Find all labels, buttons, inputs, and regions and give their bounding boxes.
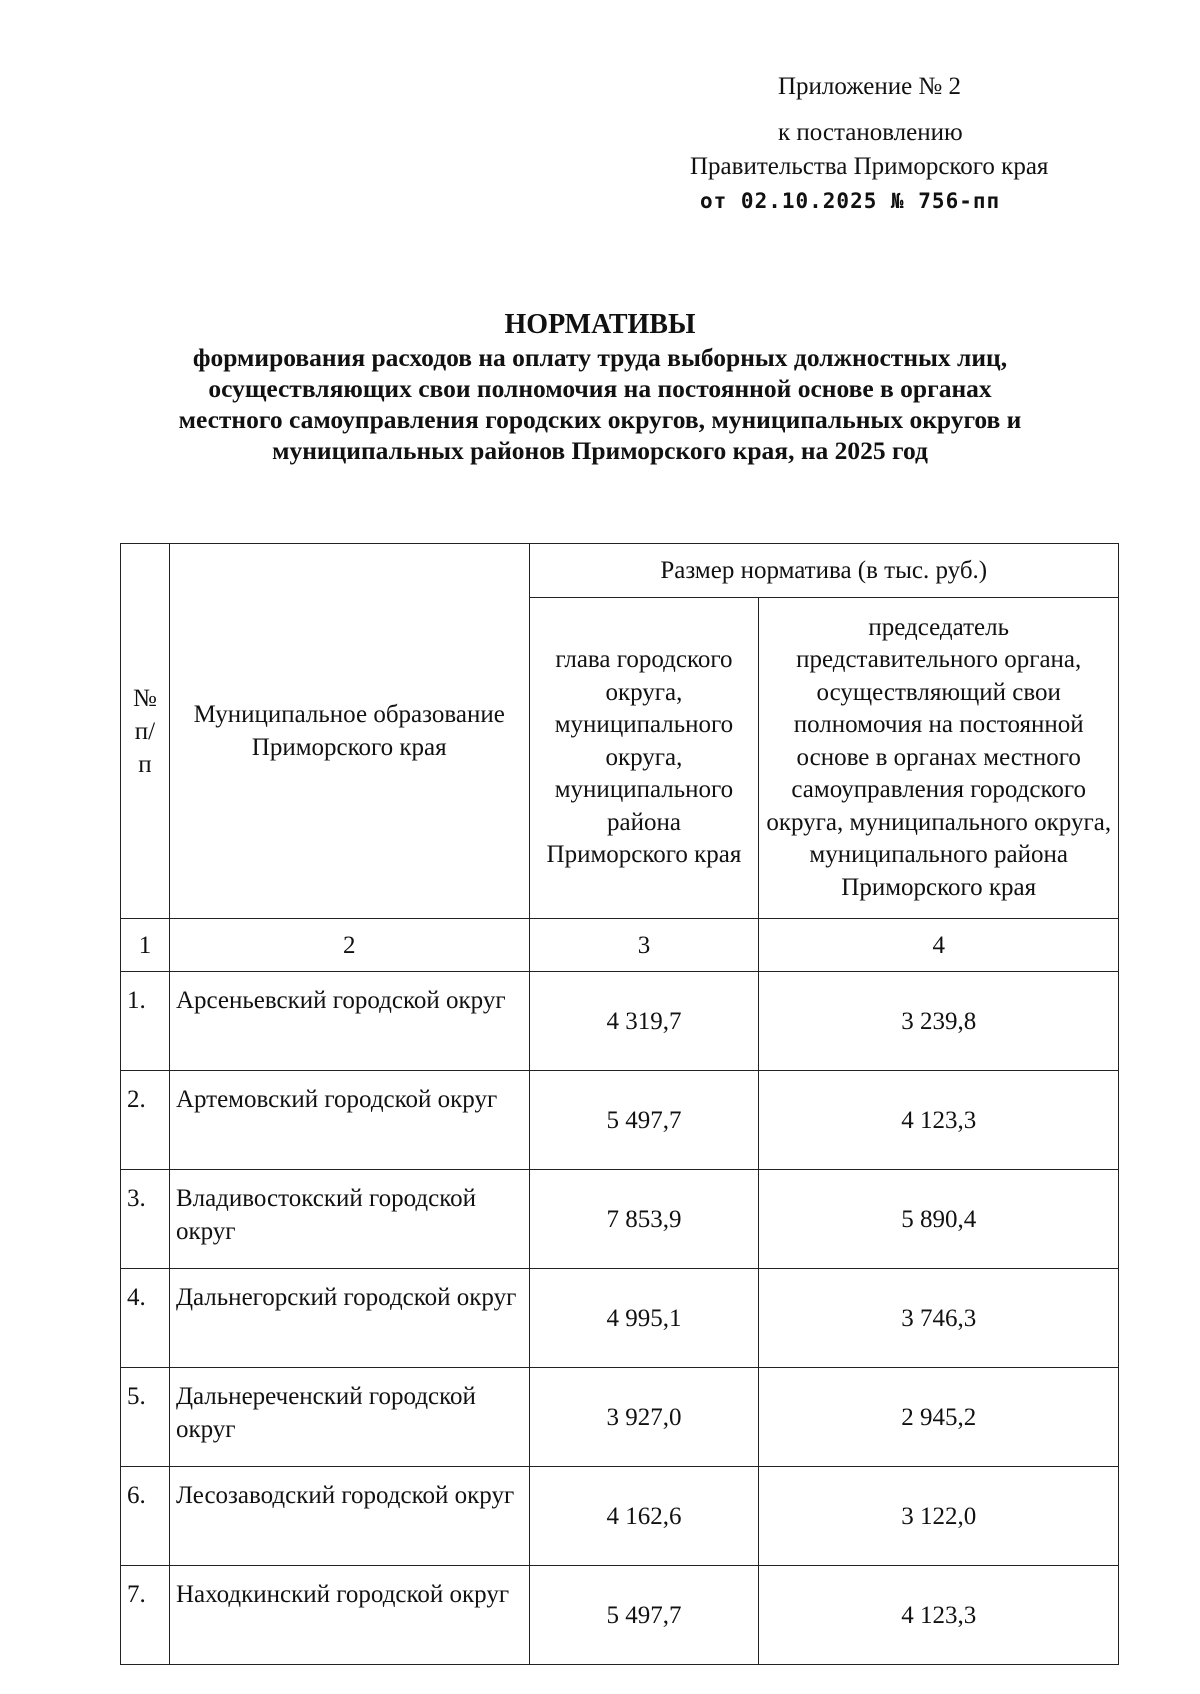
column-number: 2 xyxy=(169,919,529,972)
row-chair-value: 3 122,0 xyxy=(759,1467,1119,1566)
appendix-block xyxy=(690,70,1130,218)
header-number: № п/ п xyxy=(121,544,170,919)
column-number: 1 xyxy=(121,919,170,972)
heading-line-2: осуществляющих свои полномочия на постоянной основе в органах xyxy=(208,374,992,403)
row-head-value: 7 853,9 xyxy=(529,1170,759,1269)
heading-line-1: формирования расходов на оплату труда выборных должностных лиц, xyxy=(192,343,1008,372)
row-chair-value: 4 123,3 xyxy=(759,1071,1119,1170)
row-municipality: Арсеньевский городской округ xyxy=(169,972,529,1071)
heading-title: НОРМАТИВЫ xyxy=(504,309,696,340)
table-row xyxy=(121,1071,1119,1170)
header-row-group xyxy=(121,544,1119,598)
row-head-value: 5 497,7 xyxy=(529,1566,759,1665)
row-municipality: Лесозаводский городской округ xyxy=(169,1467,529,1566)
row-index: 7. xyxy=(121,1566,170,1665)
row-index: 5. xyxy=(121,1368,170,1467)
norms-table xyxy=(120,543,1119,1665)
row-head-value: 3 927,0 xyxy=(529,1368,759,1467)
appendix-line-government: Правительства Приморского края xyxy=(690,153,1049,180)
row-head-value: 4 319,7 xyxy=(529,972,759,1071)
column-number: 4 xyxy=(759,919,1119,972)
row-chair-value: 5 890,4 xyxy=(759,1170,1119,1269)
table-row xyxy=(121,1467,1119,1566)
table-row xyxy=(121,972,1119,1071)
row-chair-value: 2 945,2 xyxy=(759,1368,1119,1467)
header-norm-size: Размер норматива (в тыс. руб.) xyxy=(529,544,1119,598)
row-head-value: 4 162,6 xyxy=(529,1467,759,1566)
table-row xyxy=(121,1368,1119,1467)
table-row xyxy=(121,1269,1119,1368)
row-chair-value: 4 123,3 xyxy=(759,1566,1119,1665)
row-index: 1. xyxy=(121,972,170,1071)
row-municipality: Дальнереченский городской округ xyxy=(169,1368,529,1467)
row-index: 3. xyxy=(121,1170,170,1269)
row-head-value: 5 497,7 xyxy=(529,1071,759,1170)
row-municipality: Находкинский городской округ xyxy=(169,1566,529,1665)
row-municipality: Владивостокский городской округ xyxy=(169,1170,529,1269)
appendix-title: Приложение № 2 xyxy=(778,73,962,100)
row-index: 4. xyxy=(121,1269,170,1368)
row-head-value: 4 995,1 xyxy=(529,1269,759,1368)
column-numbers-row xyxy=(121,919,1119,972)
table-row xyxy=(121,1170,1119,1269)
header-head-of-district: глава городского округа, муниципального округа, муниципального района Приморского края xyxy=(529,598,759,919)
heading-line-3: местного самоуправления городских округов, муниципальных округов и xyxy=(178,405,1022,434)
row-municipality: Артемовский городской округ xyxy=(169,1071,529,1170)
document-heading xyxy=(100,308,1100,466)
row-index: 6. xyxy=(121,1467,170,1566)
row-chair-value: 3 746,3 xyxy=(759,1269,1119,1368)
column-number: 3 xyxy=(529,919,759,972)
table-row xyxy=(121,1566,1119,1665)
appendix-date-number-stamp: от 02.10.2025 № 756-пп xyxy=(700,189,1001,213)
row-index: 2. xyxy=(121,1071,170,1170)
header-chairman: председатель представительного органа, осуществляющий свои полномочия на постоянной основе в органах местного самоуправления городского округа, муниципального округа, муниципального района Приморского края xyxy=(759,598,1119,919)
row-municipality: Дальнегорский городской округ xyxy=(169,1269,529,1368)
header-municipality: Муниципальное образование Приморского края xyxy=(169,544,529,919)
row-chair-value: 3 239,8 xyxy=(759,972,1119,1071)
appendix-line-resolution: к постановлению xyxy=(778,119,963,146)
heading-line-4: муниципальных районов Приморского края, на 2025 год xyxy=(272,436,928,465)
